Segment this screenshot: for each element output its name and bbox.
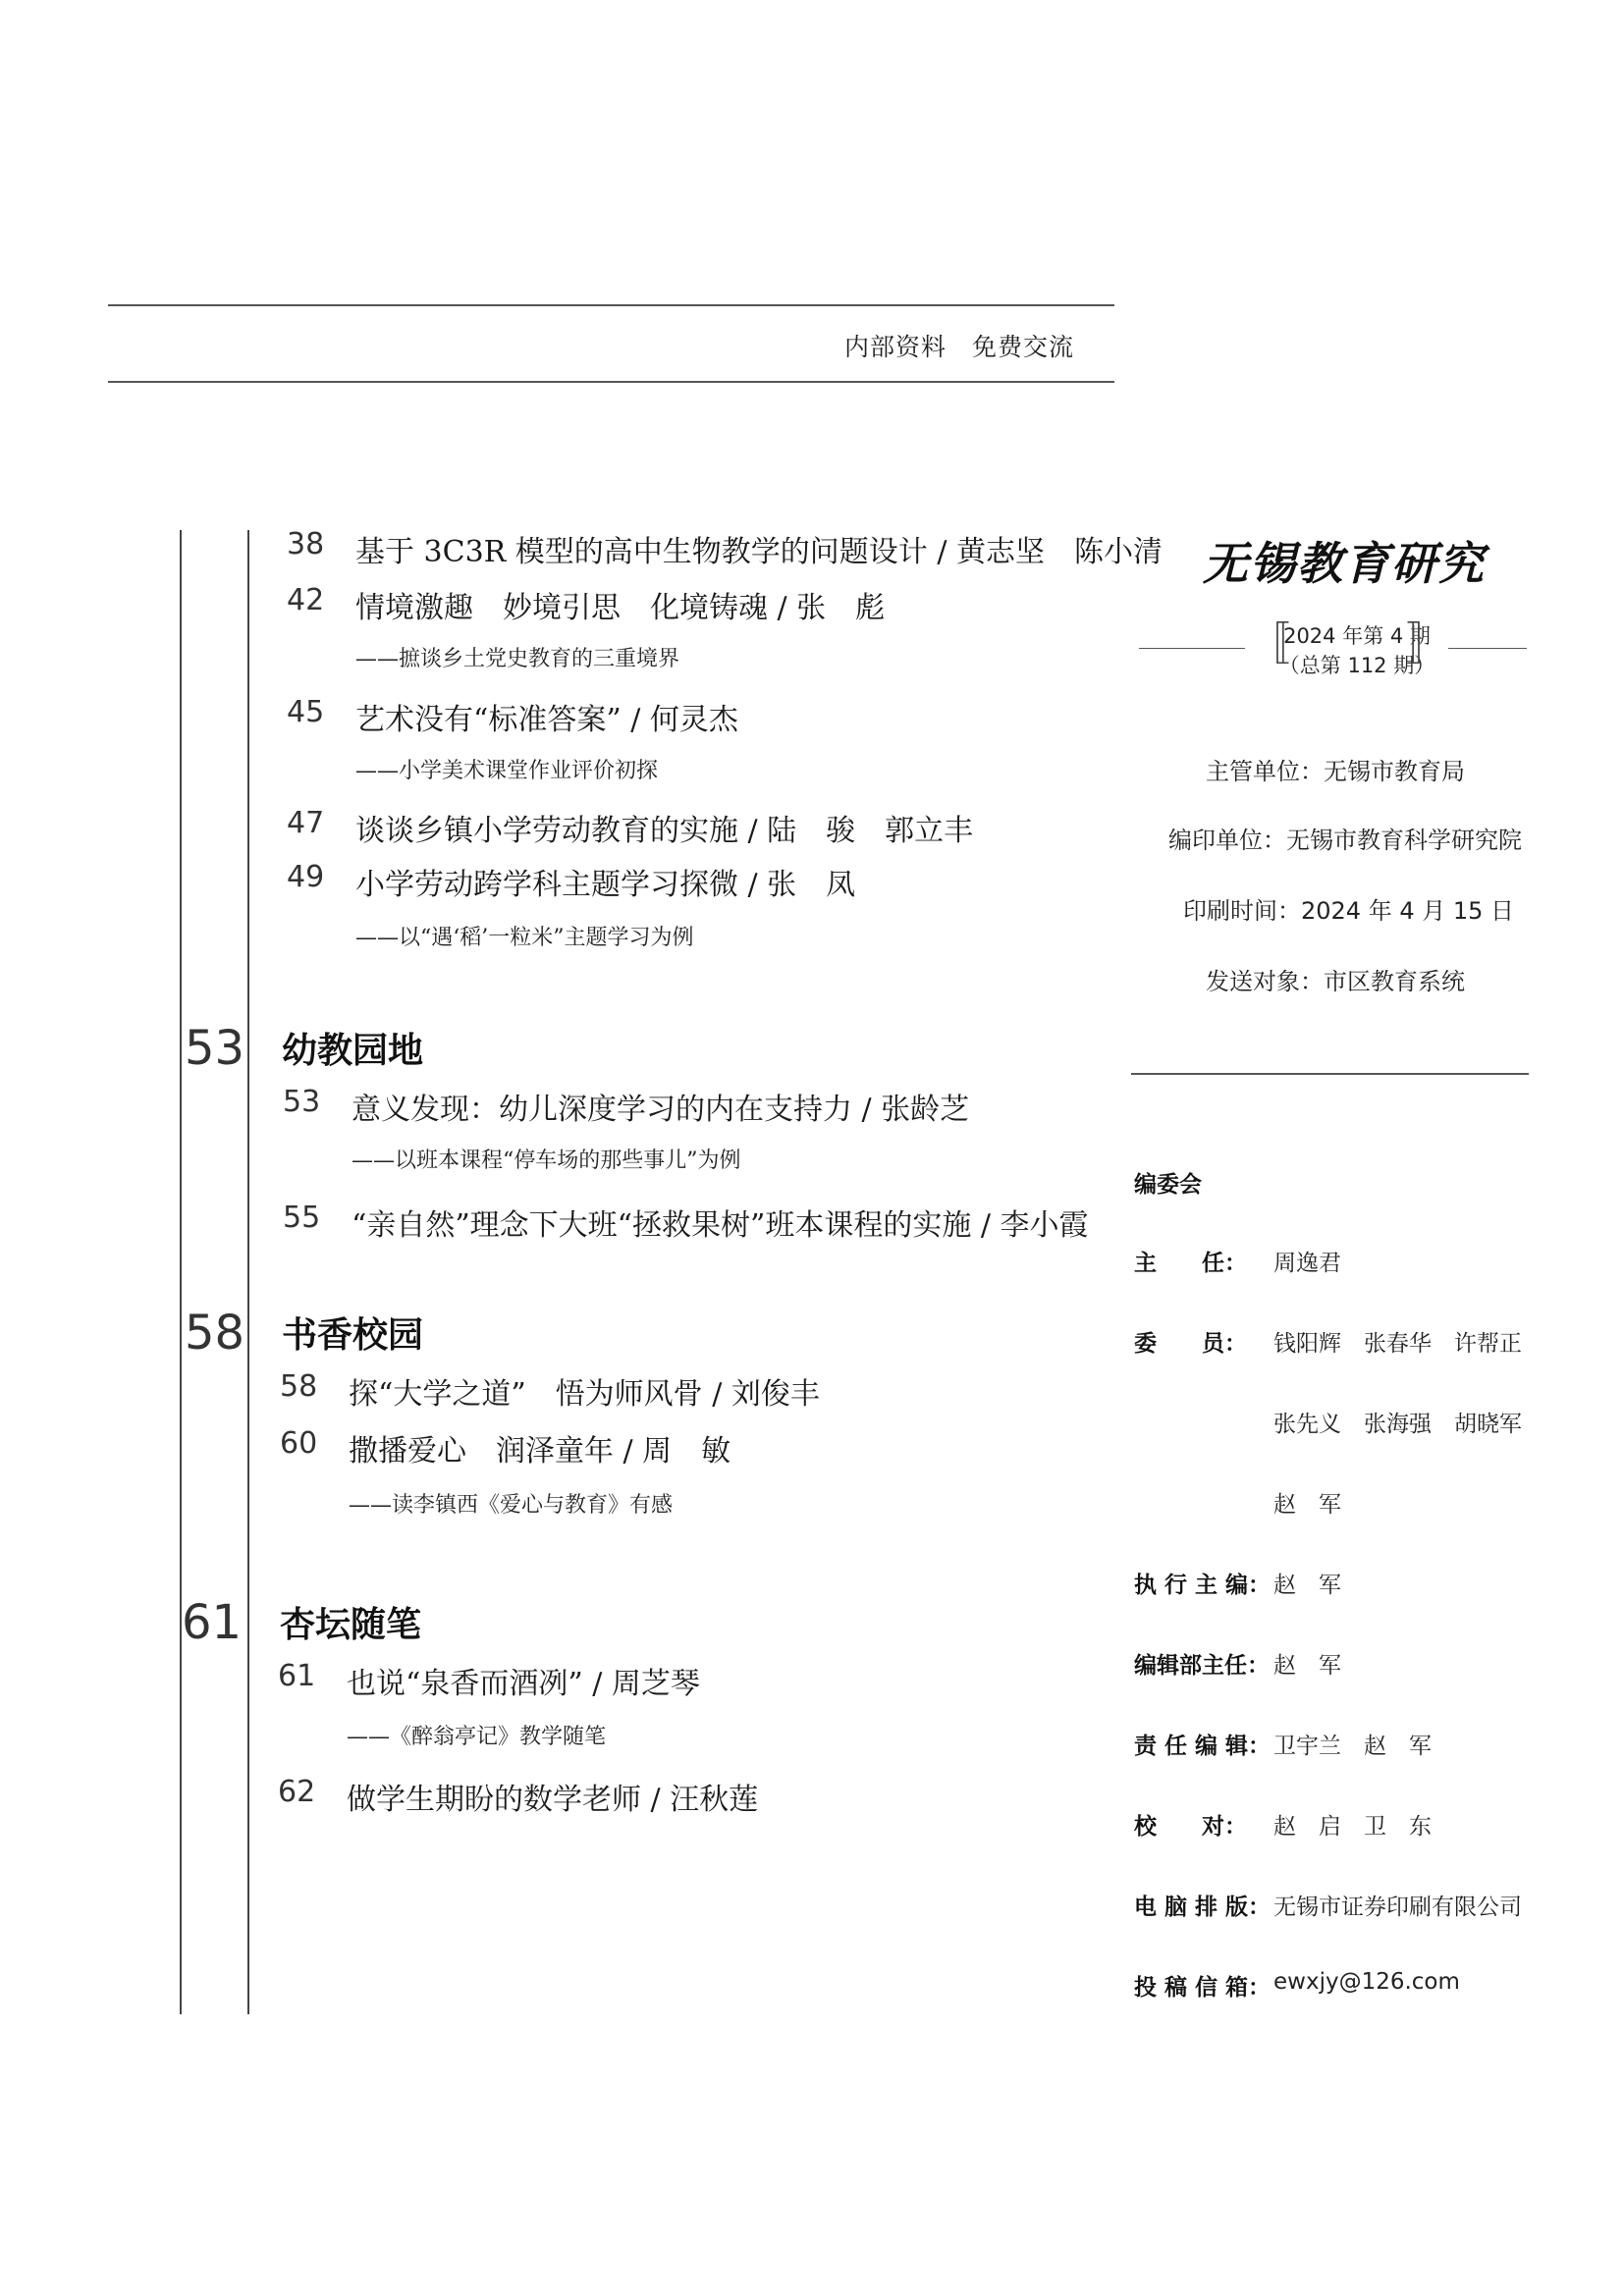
info-line: 编印单位：无锡市教育科学研究院	[1168, 827, 1522, 854]
board-value: 卫宇兰 赵 军	[1273, 1734, 1432, 1759]
toc-article-title[interactable]: 探“大学之道” 悟为师风骨 / 刘俊丰	[349, 1377, 820, 1412]
header-bottom-rule	[108, 381, 1114, 383]
header-top-rule	[108, 304, 1114, 306]
toc-page-number: 45	[287, 695, 325, 729]
journal-masthead: 无锡教育研究	[1203, 537, 1486, 590]
section-heading: 杏坛随笔	[280, 1604, 422, 1645]
info-line: 印刷时间：2024 年 4 月 15 日	[1183, 897, 1515, 925]
toc-article-subtitle: ——摭谈乡土党史教育的三重境界	[355, 647, 680, 671]
toc-article-title[interactable]: 情境激趣 妙境引思 化境铸魂 / 张 彪	[355, 591, 886, 625]
board-label: 投 稿 信 箱：	[1134, 1975, 1271, 2001]
issue-left-bracket-icon: 〚	[1245, 617, 1290, 670]
toc-article-title[interactable]: “亲自然”理念下大班“拯救果树”班本课程的实施 / 李小霞	[352, 1208, 1089, 1243]
toc-page-number: 42	[287, 583, 325, 617]
board-label: 校 对：	[1134, 1814, 1247, 1840]
board-value: 周逸君	[1273, 1251, 1341, 1276]
info-line: 发送对象：市区教育系统	[1206, 968, 1465, 995]
toc-page-number: 38	[287, 527, 325, 561]
toc-page-number: 60	[280, 1426, 318, 1461]
board-value: 无锡市证券印刷有限公司	[1273, 1895, 1522, 1920]
toc-page-number: 62	[278, 1775, 316, 1809]
toc-article-title[interactable]: 也说“泉香而酒冽” / 周芝琴	[347, 1667, 700, 1701]
board-label: 主 任：	[1134, 1251, 1247, 1276]
issue-right-bracket-icon: 〛	[1406, 617, 1451, 670]
section-page-number: 58	[185, 1306, 245, 1361]
issue-number: 2024 年第 4 期	[1283, 624, 1431, 648]
board-label: 责 任 编 辑：	[1134, 1734, 1271, 1759]
toc-article-title[interactable]: 基于 3C3R 模型的高中生物教学的问题设计 / 黄志坚 陈小清	[355, 535, 1163, 569]
toc-article-title[interactable]: 做学生期盼的数学老师 / 汪秋莲	[347, 1783, 759, 1817]
board-value: 赵 军	[1273, 1573, 1341, 1598]
toc-article-title[interactable]: 撒播爱心 润泽童年 / 周 敏	[349, 1434, 731, 1468]
toc-inner-rule	[247, 530, 249, 2014]
board-email[interactable]: ewxjy@126.com	[1273, 1969, 1460, 1995]
right-column-divider	[1131, 1073, 1529, 1075]
board-value: 赵 启 卫 东	[1273, 1814, 1432, 1840]
toc-page-number: 61	[278, 1659, 316, 1693]
toc-article-subtitle: ——读李镇西《爱心与教育》有感	[349, 1493, 674, 1518]
board-value: 赵 军	[1273, 1492, 1341, 1518]
toc-page-number: 47	[287, 806, 325, 840]
toc-left-rule	[180, 530, 182, 2014]
board-label: 电 脑 排 版：	[1134, 1895, 1271, 1920]
toc-article-title[interactable]: 意义发现：幼儿深度学习的内在支持力 / 张龄芝	[352, 1093, 970, 1127]
toc-page-number: 55	[283, 1201, 321, 1235]
section-heading: 书香校园	[282, 1314, 424, 1356]
toc-page-number: 53	[283, 1085, 321, 1119]
board-heading: 编委会	[1134, 1172, 1202, 1198]
toc-article-title[interactable]: 小学劳动跨学科主题学习探微 / 张 凤	[355, 868, 856, 902]
toc-page-number: 49	[287, 860, 325, 894]
info-line: 主管单位：无锡市教育局	[1206, 758, 1465, 785]
toc-article-subtitle: ——以“遇‘稻’一粒米”主题学习为例	[355, 926, 694, 950]
board-value: 赵 军	[1273, 1653, 1341, 1679]
toc-article-title[interactable]: 谈谈乡镇小学劳动教育的实施 / 陆 骏 郭立丰	[355, 814, 974, 848]
board-label: 委 员：	[1134, 1331, 1247, 1357]
issue-right-rule	[1448, 648, 1527, 649]
board-label: 编辑部主任：	[1134, 1653, 1270, 1679]
issue-left-rule	[1139, 648, 1245, 649]
toc-article-subtitle: ——小学美术课堂作业评价初探	[355, 759, 659, 783]
board-value: 钱阳辉 张春华 许帮正	[1273, 1331, 1522, 1357]
toc-article-subtitle: ——《醉翁亭记》教学随笔	[347, 1725, 607, 1749]
section-heading: 幼教园地	[282, 1030, 424, 1071]
section-page-number: 61	[182, 1595, 243, 1650]
section-page-number: 53	[185, 1021, 245, 1076]
board-value: 张先义 张海强 胡晓军	[1273, 1412, 1522, 1437]
board-label: 执 行 主 编：	[1134, 1573, 1271, 1598]
toc-article-title[interactable]: 艺术没有“标准答案” / 何灵杰	[355, 703, 738, 737]
issue-total-number: （总第 112 期）	[1278, 654, 1435, 677]
toc-page-number: 58	[280, 1369, 318, 1404]
header-note: 内部资料 免费交流	[844, 333, 1075, 361]
toc-article-subtitle: ——以班本课程“停车场的那些事儿”为例	[352, 1148, 741, 1173]
